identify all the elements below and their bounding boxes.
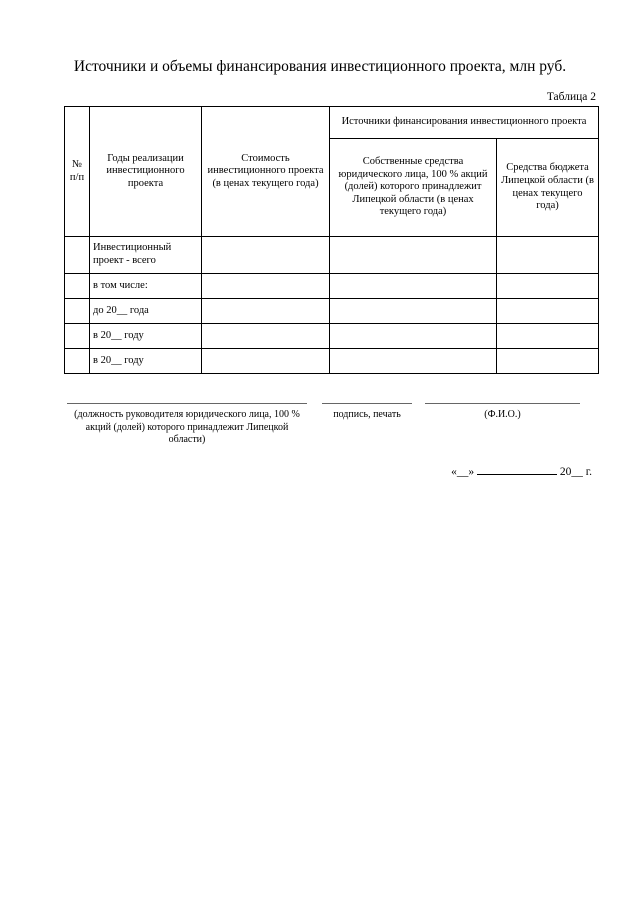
financing-table	[64, 106, 599, 374]
row-budget-cell	[497, 274, 599, 299]
row-label: до 20__ года	[90, 299, 202, 324]
position-line	[67, 403, 307, 404]
table-row	[65, 324, 599, 349]
row-num	[65, 274, 90, 299]
row-cost-cell	[202, 349, 330, 374]
table-row	[65, 274, 599, 299]
sign-block	[322, 403, 412, 422]
table-row	[65, 349, 599, 374]
date-year: 20__ г.	[559, 466, 592, 478]
position-caption: (должность руководителя юридического лица, 100 % акций (долей) которого принадлежит Липецкой области)	[74, 409, 300, 445]
row-own-cell	[330, 274, 497, 299]
header-budget: Средства бюджета Липецкой области (в ценах текущего года)	[497, 139, 599, 237]
row-label: в том числе:	[90, 274, 202, 299]
document-title: Источники и объемы финансирования инвестиционного проекта, млн руб.	[73, 58, 567, 75]
sign-caption: подпись, печать	[333, 409, 401, 420]
row-label: в 20__ году	[90, 324, 202, 349]
header-sources: Источники финансирования инвестиционного проекта	[330, 107, 599, 139]
row-budget-cell	[497, 349, 599, 374]
sign-line	[322, 403, 412, 404]
position-signature-block	[67, 403, 307, 447]
date-month-blank	[477, 474, 557, 475]
name-caption: (Ф.И.О.)	[484, 409, 521, 420]
row-num	[65, 349, 90, 374]
date-day: «__»	[451, 466, 475, 478]
row-num	[65, 237, 90, 274]
header-cost: Стоимость инвестиционного проекта (в ценах текущего года)	[202, 107, 330, 237]
row-own-cell	[330, 324, 497, 349]
row-cost-cell	[202, 237, 330, 274]
row-own-cell	[330, 349, 497, 374]
table-row	[65, 299, 599, 324]
row-own-cell	[330, 299, 497, 324]
row-num	[65, 299, 90, 324]
header-own-funds: Собственные средства юридического лица, 100 % акций (долей) которого принадлежит Липецкой области (в ценах текущего года)	[330, 139, 497, 237]
date-line	[451, 466, 592, 478]
row-own-cell	[330, 237, 497, 274]
row-cost-cell	[202, 299, 330, 324]
row-cost-cell	[202, 274, 330, 299]
row-label: Инвестиционный проект - всего	[90, 237, 202, 274]
row-cost-cell	[202, 324, 330, 349]
table-row	[65, 237, 599, 274]
header-num: № п/п	[65, 107, 90, 237]
table-label: Таблица 2	[546, 91, 596, 103]
row-num	[65, 324, 90, 349]
row-budget-cell	[497, 299, 599, 324]
row-budget-cell	[497, 324, 599, 349]
row-budget-cell	[497, 237, 599, 274]
header-years: Годы реализации инвестиционного проекта	[90, 107, 202, 237]
name-block	[425, 403, 580, 422]
row-label: в 20__ году	[90, 349, 202, 374]
name-line	[425, 403, 580, 404]
